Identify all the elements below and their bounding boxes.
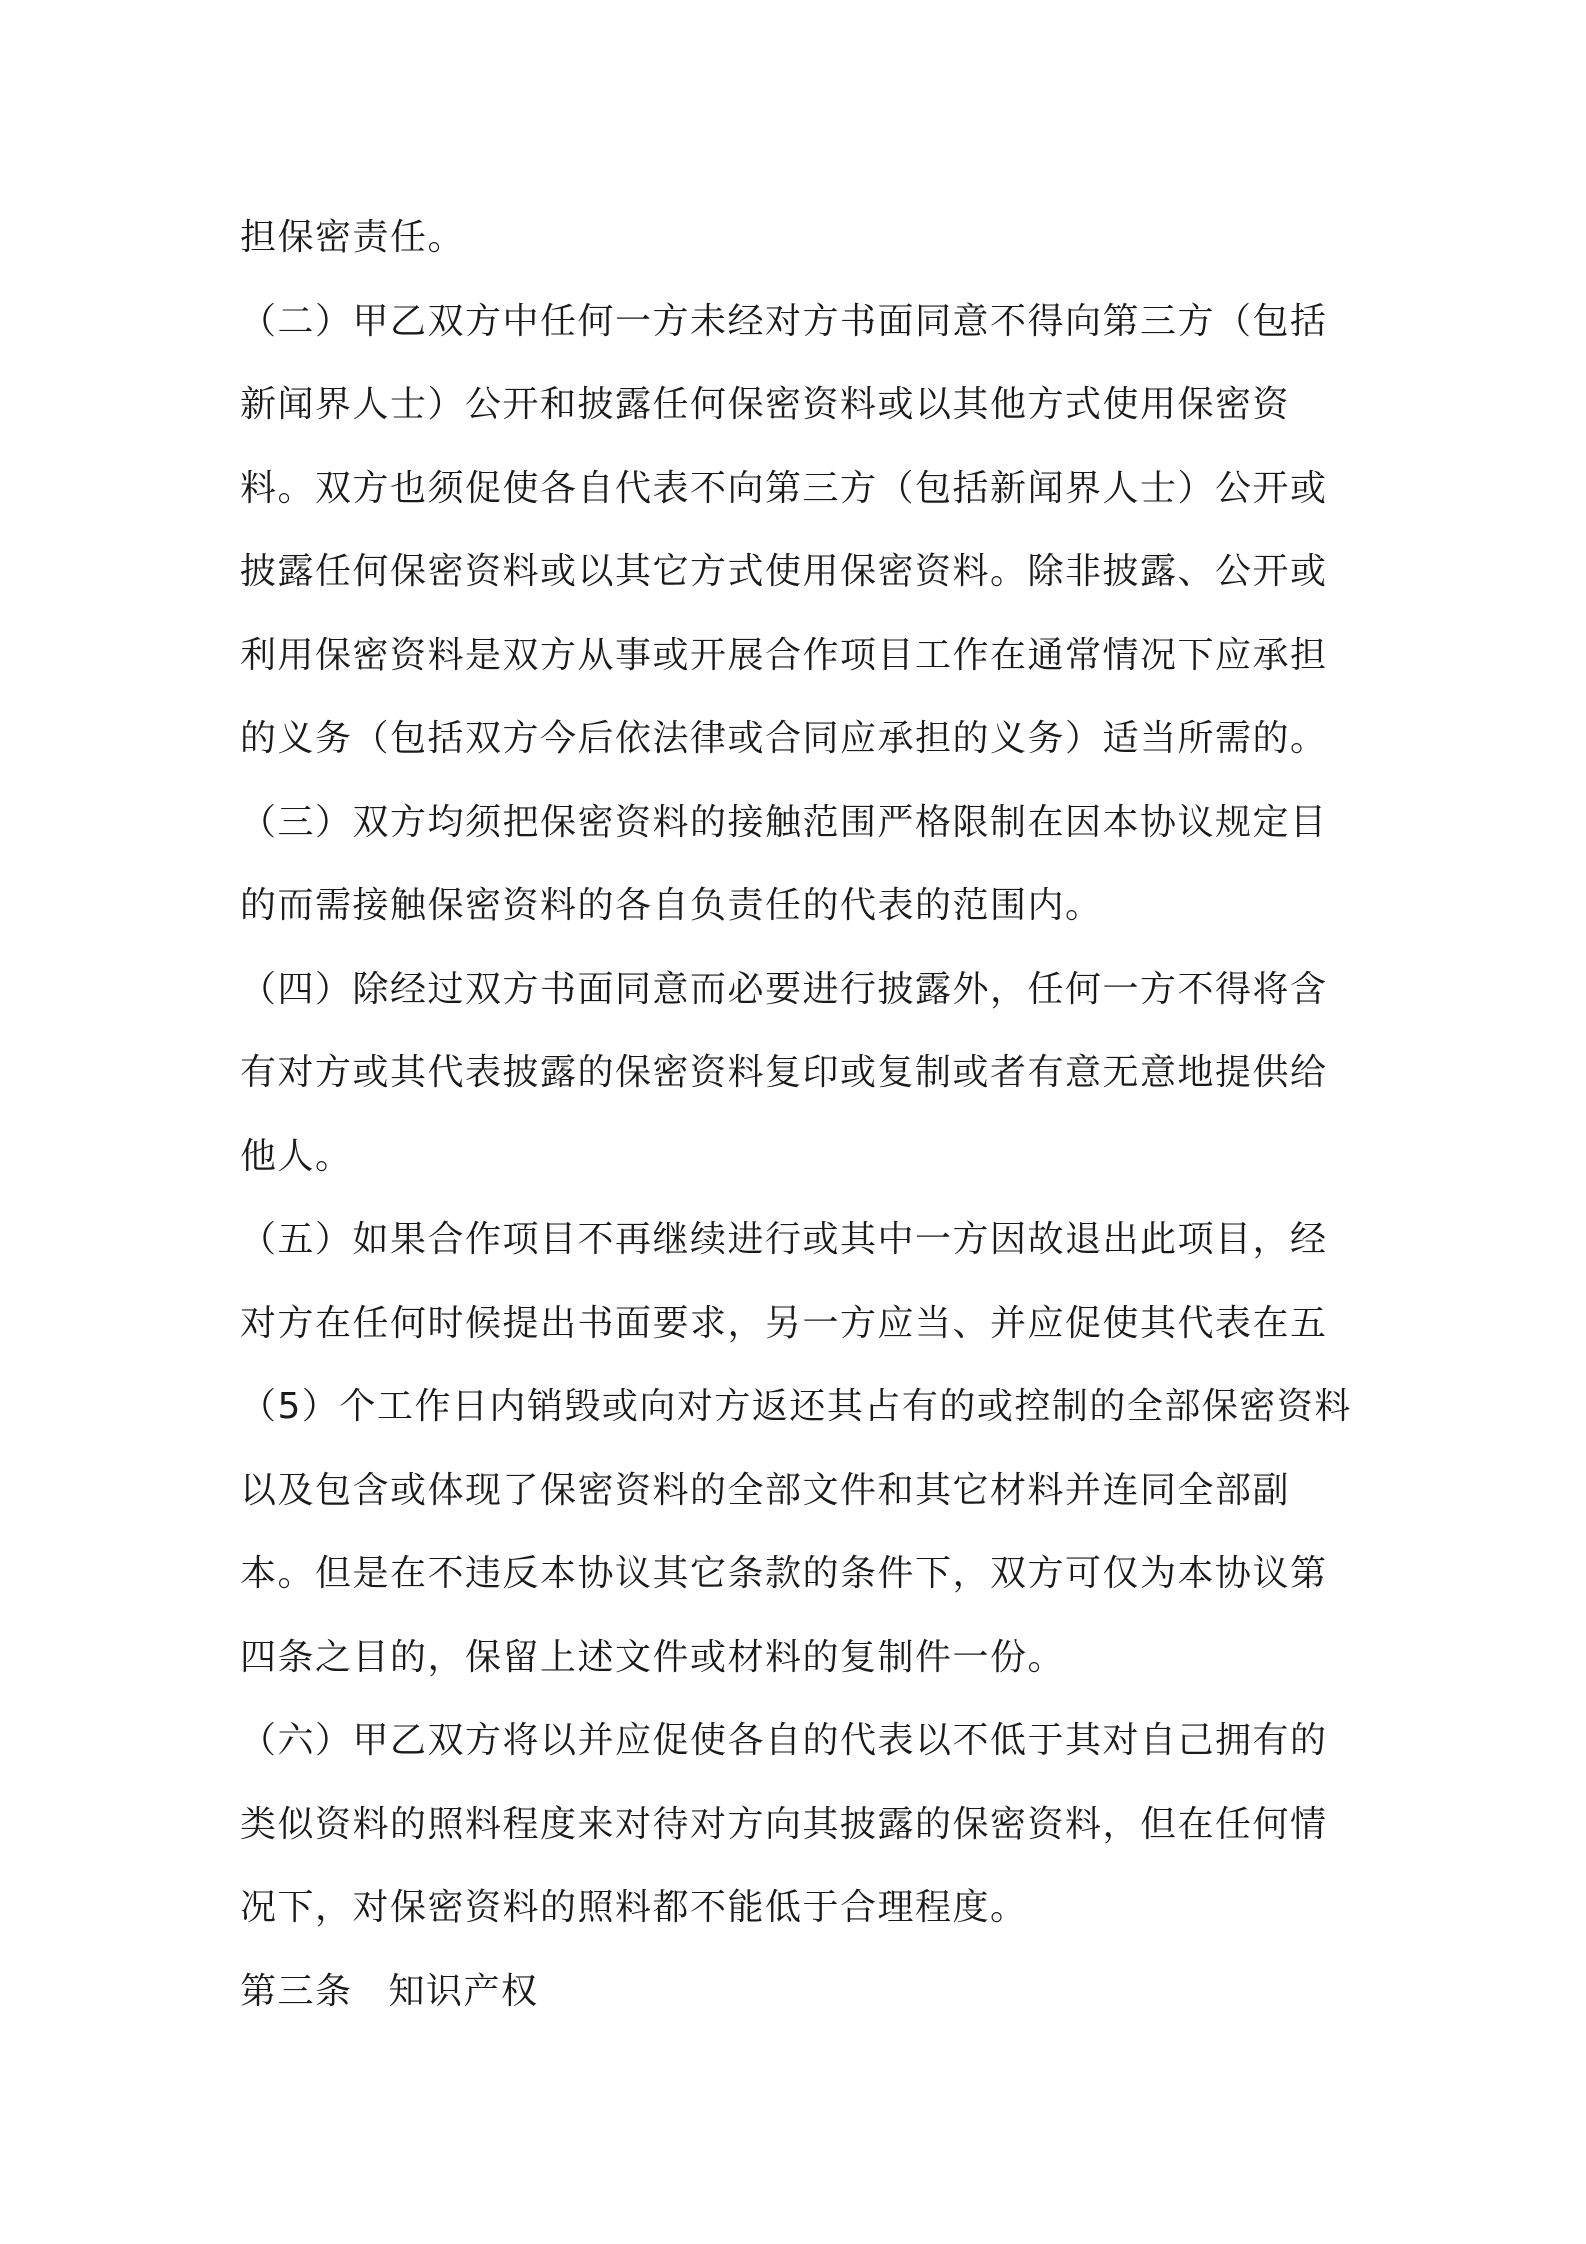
paragraph-clause-6: （六）甲乙双方将以并应促使各自的代表以不低于其对自己拥有的类似资料的照料程度来对待对方向其披露的保密资料，但在任何情况下，对保密资料的照料都不能低于合理程度。 <box>240 1720 1328 1928</box>
article-heading <box>240 1950 1360 2034</box>
paragraph-continuation: 担保密责任。 <box>240 217 466 258</box>
document-body <box>240 196 1360 2033</box>
article-number: 第三条 <box>240 1970 353 2012</box>
paragraph-clause-2: （二）甲乙双方中任何一方未经对方书面同意不得向第三方（包括新闻界人士）公开和披露任何保密资料或以其他方式使用保密资料。双方也须促使各自代表不向第三方（包括新闻界人士）公开或披露任何保密资料或以其它方式使用保密资料。除非披露、公开或利用保密资料是双方从事或开展合作项目工作在通常情况下应承担的义务（包括双方今后依法律或合同应承担的义务）适当所需的。 <box>240 300 1328 759</box>
paragraph-clause-5: （五）如果合作项目不再继续进行或其中一方因故退出此项目，经对方在任何时候提出书面要求，另一方应当、并应促使其代表在五（5）个工作日内销毁或向对方返还其占有的或控制的全部保密资料以及包含或体现了保密资料的全部文件和其它材料并连同全部副本。但是在不违反本协议其它条款的条件下，双方可仅为本协议第四条之目的，保留上述文件或材料的复制件一份。 <box>240 1219 1352 1678</box>
paragraph-clause-3: （三）双方均须把保密资料的接触范围严格限制在因本协议规定目的而需接触保密资料的各自负责任的代表的范围内。 <box>240 801 1328 926</box>
paragraph-clause-4: （四）除经过双方书面同意而必要进行披露外，任何一方不得将含有对方或其代表披露的保密资料复印或复制或者有意无意地提供给他人。 <box>240 968 1328 1177</box>
article-title: 知识产权 <box>388 1970 539 2012</box>
